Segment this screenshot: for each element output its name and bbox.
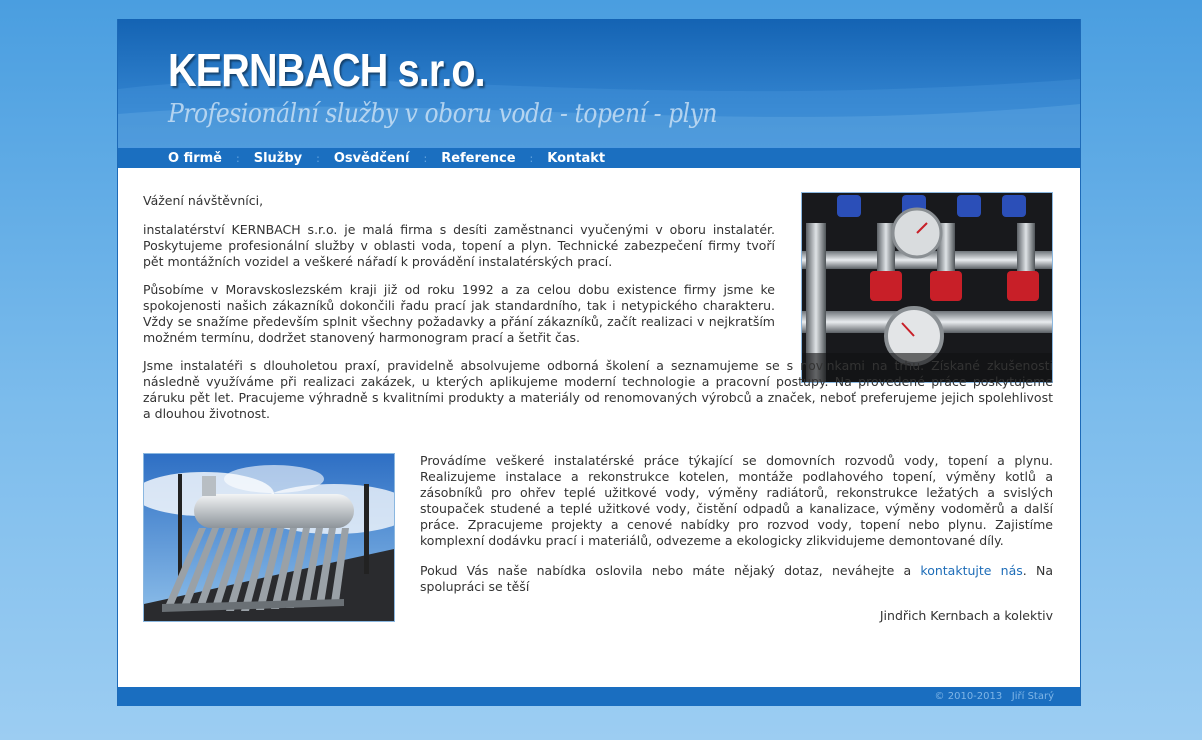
greeting: Vážení návštěvníci, <box>143 193 264 208</box>
nav-item-kontakt[interactable]: Kontakt <box>547 150 606 166</box>
site-tagline: Profesionální služby v oboru voda - topení - plyn <box>168 99 718 129</box>
nav-separator: : <box>529 151 534 165</box>
site-logo[interactable]: KERNBACH s.r.o. <box>168 44 485 96</box>
main-content <box>143 193 1053 434</box>
experience-paragraph <box>143 358 1053 422</box>
nav-separator: : <box>423 151 428 165</box>
experience-text: Jsme instalatéři s dlouholetou praxí, pravidelně absolvujeme odborná školení a seznamujeme se s novinkami na trhu. Získané zkušenosti následně využíváme při realizaci zakázek, u kterých aplikujeme moderní technologie a pracovní postupy. Na provedené práce poskytujeme záruku pět let. Pracujeme výhradně s kvalitními produkty a materiály od renomovaných výrobců a značek, neboť preferujeme jejich spolehlivost a dlouhou životnost. <box>143 358 1053 421</box>
contact-text-after: . Na spolupráci se těší <box>420 563 1053 594</box>
solar-collector-image <box>143 453 395 622</box>
services-content <box>420 453 1053 624</box>
nav-separator: : <box>316 151 320 165</box>
nav-separator: : <box>236 151 240 165</box>
contact-link[interactable]: kontaktujte nás <box>920 563 1023 578</box>
signature: Jindřich Kernbach a kolektiv <box>879 608 1053 623</box>
services-paragraph: Provádíme veškeré instalatérské práce týkající se domovních rozvodů vody, topení a plynu. Realizujeme instalace a rekonstrukce kotelen, montáže podlahového topení, výměny kotlů a zásobníků pro ohřev teplé užitkové vody, výměny radiátorů, rekonstrukce ležatých a svislých stoupaček studené a teplé užitkové vody, čistění odpadů a kanalizace, výměny vodoměrů a další práce. Zpracujeme projekty a cenové nabídky pro rozvod vody, topení nebo plynu. Zajistíme komplexní dodávku prací i materiálů, odvezeme a ekologicky zlikvidujeme demontované díly. <box>420 453 1053 548</box>
page-frame <box>117 19 1081 706</box>
site-footer <box>118 687 1080 706</box>
contact-text-before: Pokud Vás naše nabídka oslovila nebo máte nějaký dotaz, neváhejte a <box>420 563 921 578</box>
nav-item-osvedceni[interactable]: Osvědčení <box>333 150 410 166</box>
site-header <box>118 19 1080 147</box>
nav-item-o-firme[interactable]: O firmě <box>168 150 222 166</box>
history-paragraph: Působíme v Moravskoslezském kraji již od roku 1992 a za celou dobu existence firmy jsme ke spokojenosti našich zákazníků dokončili řadu prací jak standardního, tak i netypického charakteru. Vždy se snažíme především splnit všechny požadavky a přání zákazníků, začít realizaci v nejkratším možném termínu, dodržet stanovený harmonogram prací a šetřit čas. <box>143 282 775 345</box>
nav-item-reference[interactable]: Reference <box>441 150 516 166</box>
copyright-text: © 2010-2013 Jiří Starý <box>934 691 1054 702</box>
nav-item-sluzby[interactable]: Služby <box>253 150 303 166</box>
intro-paragraph: instalatérství KERNBACH s.r.o. je malá firma s desíti zaměstnanci vyučenými v oboru instalatér. Poskytujeme profesionální služby v oblasti voda, topení a plyn. Technické zabezpečení firmy tvoří pět montážních vozidel a veškeré nářadí k provádění instalatérských prací. <box>143 222 775 269</box>
main-navigation <box>118 147 1080 168</box>
contact-paragraph <box>420 563 1053 595</box>
